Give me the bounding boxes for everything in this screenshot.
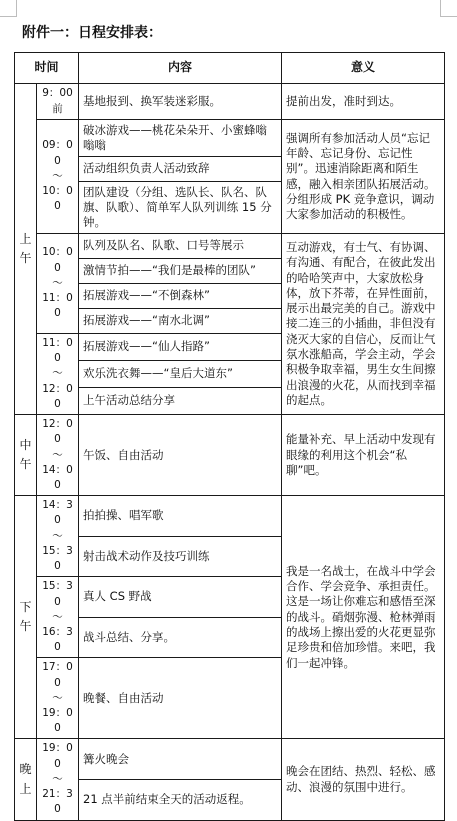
content-cell: 破冰游戏——桃花朵朵开、小蜜蜂嗡嗡嗡: [79, 120, 282, 157]
content-cell: 21 点半前结束全天的活动返程。: [79, 780, 282, 821]
period-evening: 晚 上: [15, 739, 37, 820]
time-cell: 09：00 ～ 10：00: [37, 120, 79, 234]
content-cell: 团队建设（分组、选队长、队名、队旗、队歌）、简单军人队列训练 15 分钟。: [79, 182, 282, 234]
time-cell: 12：00 ～ 14：00: [37, 415, 79, 496]
time-cell: 19：00 ～ 21：30: [37, 739, 79, 820]
page-title: 附件一：日程安排表：: [22, 25, 162, 41]
content-cell: 拓展游戏——“仙人指路”: [79, 334, 282, 361]
meaning-cell: 互动游戏，有士气、有协调、有沟通、有配合，在彼此发出的哈哈笑声中，大家放松身体，放下芥蒂，在异性面前，展示出最完美的自己。游戏中接二连三的小插曲，非但没有浇灭大家的自信心，反而让气氛水涨船高，学会主动，学会积极争取幸福，男生女生间擦出浪漫的火花，从而找到幸福的起点。: [282, 234, 445, 415]
content-cell: 活动组织负责人活动致辞: [79, 157, 282, 182]
header-time: 时间: [15, 53, 79, 84]
time-cell: 14：30 ～ 15：30: [37, 496, 79, 577]
schedule-table: [14, 52, 445, 821]
table-row: [15, 234, 445, 259]
meaning-cell: 强调所有参加活动人员“忘记年龄、忘记身份、忘记性别”。迅速消除距离和陌生感，融入相亲团队拓展活动。分组形成 PK 竞争意识，调动大家参加活动的积极性。: [282, 120, 445, 234]
header-content: 内容: [79, 53, 282, 84]
content-cell: 基地报到、换军装迷彩服。: [79, 84, 282, 120]
meaning-cell: 晚会在团结、热烈、轻松、感动、浪漫的氛围中进行。: [282, 739, 445, 820]
table-row: [15, 415, 445, 496]
content-cell: 欢乐洗衣舞——“皇后大道东”: [79, 361, 282, 388]
time-cell: 17：00 ～ 19：00: [37, 658, 79, 739]
content-cell: 拍拍操、唱军歌: [79, 496, 282, 537]
time-cell: 10：00 ～ 11：00: [37, 234, 79, 334]
table-row: [15, 496, 445, 537]
content-cell: 上午活动总结分享: [79, 388, 282, 415]
page-corner-mark-left: [0, 0, 17, 17]
meaning-cell: 能量补充、早上活动中发现有眼缘的利用这个机会“私聊”吧。: [282, 415, 445, 496]
content-cell: 拓展游戏——“不倒森林”: [79, 284, 282, 309]
time-cell: 9：00 前: [37, 84, 79, 120]
period-noon: 中 午: [15, 415, 37, 496]
period-afternoon: 下 午: [15, 496, 37, 739]
content-cell: 射击战术动作及技巧训练: [79, 536, 282, 577]
time-cell: 15：30 ～ 16：30: [37, 577, 79, 658]
content-cell: 午饭、自由活动: [79, 415, 282, 496]
meaning-cell: 我是一名战士，在战斗中学会合作、学会竞争、承担责任。这是一场让你难忘和感悟至深的战斗。硝烟弥漫、枪林弹雨的战场上擦出爱的火花更显弥足珍贵和倍加珍惜。来吧，我们一起冲锋。: [282, 496, 445, 739]
table-row: [15, 120, 445, 157]
page-corner-mark-right: [440, 0, 457, 17]
meaning-cell: 提前出发，准时到达。: [282, 84, 445, 120]
content-cell: 队列及队名、队歌、口号等展示: [79, 234, 282, 259]
table-row: [15, 739, 445, 780]
table-header-row: [15, 53, 445, 84]
content-cell: 篝火晚会: [79, 739, 282, 780]
content-cell: 激情节拍——“我们是最棒的团队”: [79, 259, 282, 284]
content-cell: 晚餐、自由活动: [79, 658, 282, 739]
header-meaning: 意义: [282, 53, 445, 84]
content-cell: 真人 CS 野战: [79, 577, 282, 618]
content-cell: 拓展游戏——“南水北调”: [79, 309, 282, 334]
time-cell: 11：00 ～ 12：00: [37, 334, 79, 415]
content-cell: 战斗总结、分享。: [79, 617, 282, 658]
table-row: [15, 84, 445, 120]
period-morning: 上 午: [15, 84, 37, 415]
